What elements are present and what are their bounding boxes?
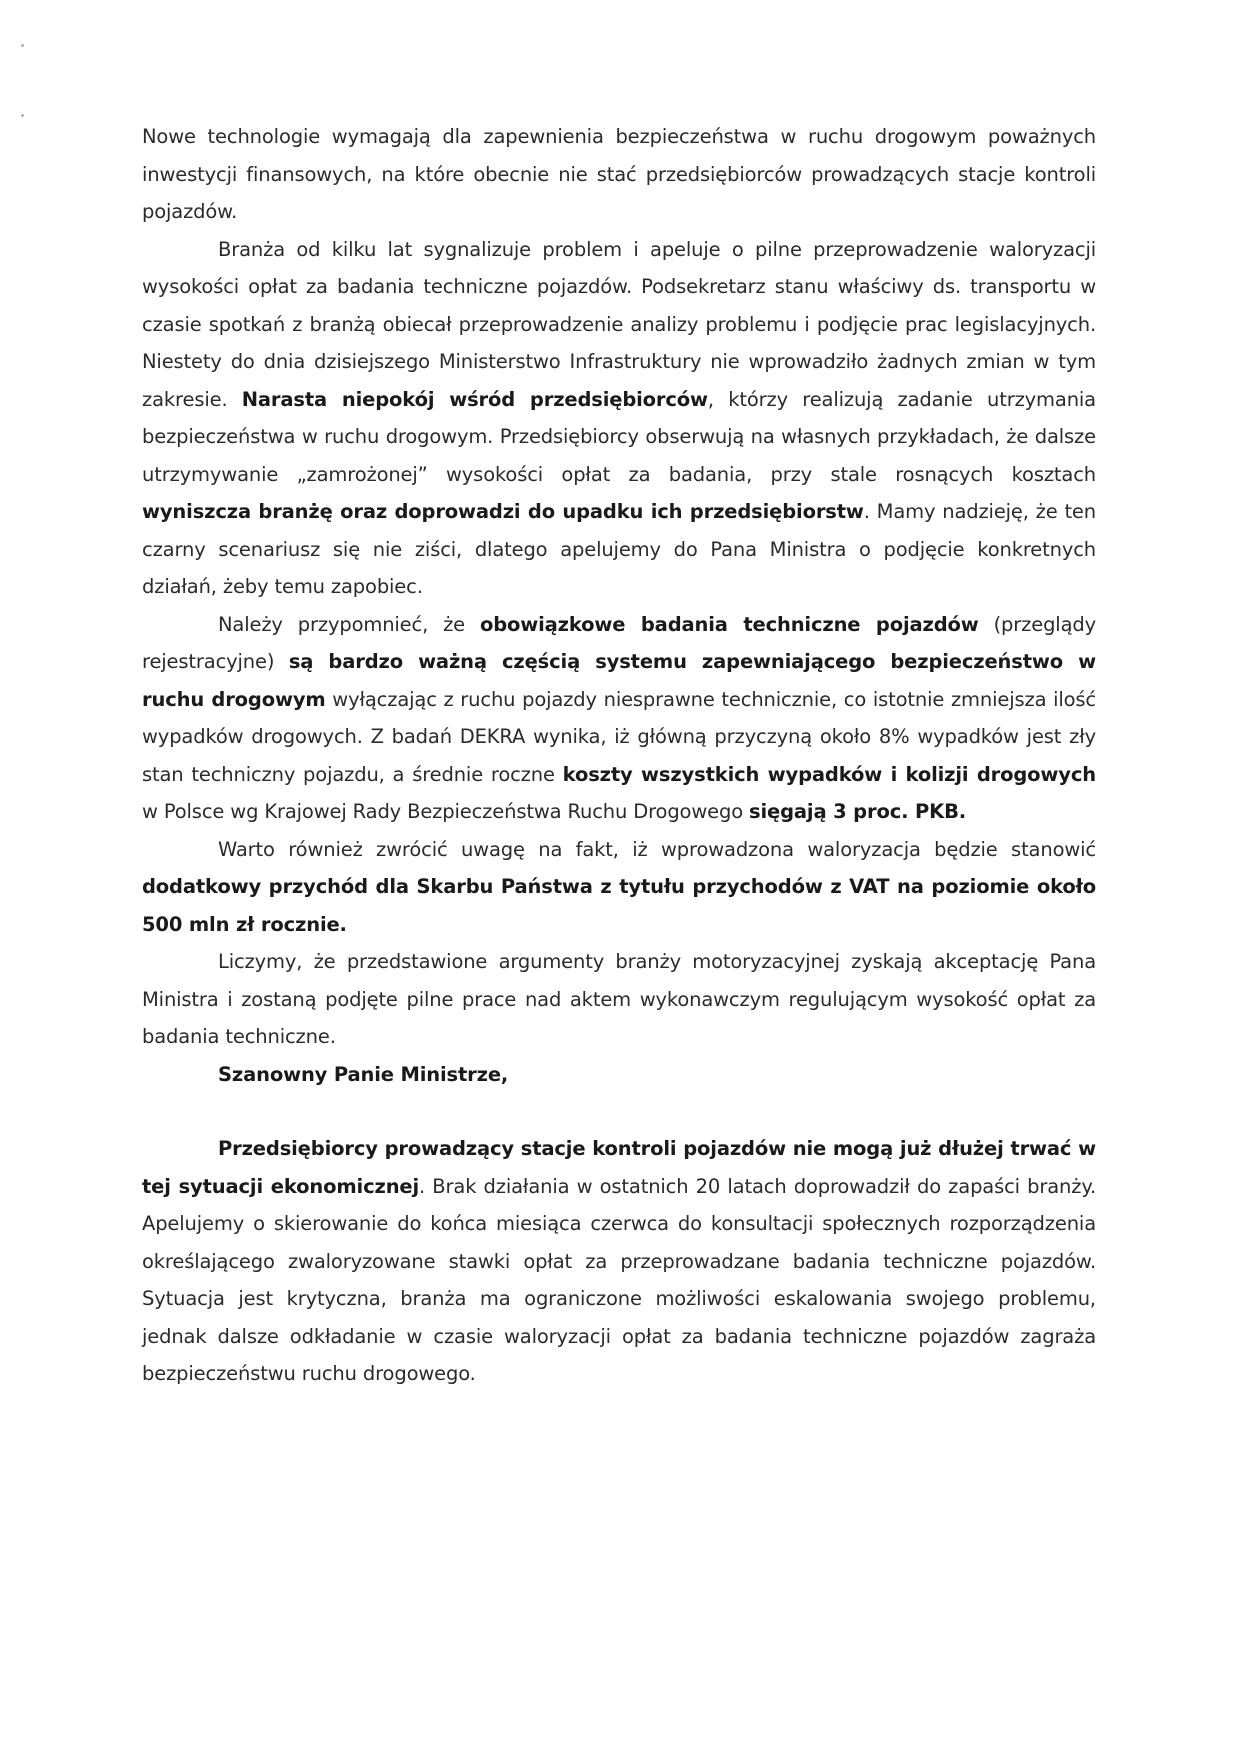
scan-speck: [21, 114, 24, 117]
bold-text-span: sięgają 3 proc. PKB.: [749, 800, 967, 823]
document-body: [142, 118, 1096, 1393]
bold-text-span: wyniszcza branżę oraz doprowadzi do upadku ich przedsiębiorstw: [142, 500, 864, 523]
text-span: . Mamy nadzieję, że ten czarny scenariusz się nie ziści, dlatego apelujemy do Pana Ministra o podjęcie konkretnych działań, żeby temu zapobiec.: [142, 500, 1096, 598]
bold-text-span: obowiązkowe badania techniczne pojazdów: [479, 612, 979, 636]
text-span: , którzy realizują zadanie utrzymania bezpieczeństwa w ruchu drogowym. Przedsiębiorcy obserwują na własnych przykładach, że dalsze utrzymywanie „zamrożonej” wysokości opłat za badania, przy stale rosnących kosztach: [142, 387, 1096, 486]
text-span: w Polsce wg Krajowej Rady Bezpieczeństwa Ruchu Drogowego: [142, 800, 750, 823]
text-span: (przeglądy rejestracyjne): [142, 612, 1096, 673]
bold-text-span: koszty wszystkich wypadków i kolizji drogowych: [562, 762, 1096, 786]
text-span: Liczymy, że przedstawione argumenty branży motoryzacyjnej zyskają akceptację Pana Ministra i zostaną podjęte pilne prace nad aktem wykonawczym regulującym wysokość opłat za badania techniczne.: [142, 950, 1096, 1048]
text-span: Warto również zwrócić uwagę na fakt, iż wprowadzona waloryzacja będzie stanowić: [218, 837, 1096, 861]
paragraph-mandatory-inspections: [142, 606, 1096, 831]
text-span: Nowe technologie wymagają dla zapewnienia bezpieczeństwa w ruchu drogowym poważnych inwestycji finansowych, na które obecnie nie stać przedsiębiorców prowadzących stacje kontroli pojazdów.: [142, 125, 1096, 223]
text-span: wyłączając z ruchu pojazdy niesprawne technicznie, co istotnie zmniejsza ilość wypadków drogowych. Z badań DEKRA wynika, iż główną przyczyną około 8% wypadków jest zły stan techniczny pojazdu, a średnie roczne: [142, 687, 1096, 786]
paragraph-technology-investment: [142, 118, 1096, 231]
paragraph-industry-signals-problem: [142, 231, 1096, 606]
bold-text-span: Narasta niepokój wśród przedsiębiorców: [241, 387, 708, 411]
paragraph-vat-revenue: [142, 831, 1096, 944]
salutation: Szanowny Panie Ministrze,: [218, 1062, 509, 1086]
bold-text-span: Przedsiębiorcy prowadzący stacje kontroli pojazdów nie mogą już dłużej trwać w tej sytuacji ekonomicznej: [142, 1137, 1096, 1198]
text-span: . Brak działania w ostatnich 20 latach doprowadził do zapaści branży. Apelujemy o skierowanie do końca miesiąca czerwca do konsultacji społecznych rozporządzenia określającego zwaloryzowane stawki opłat za przeprowadzane badania techniczne pojazdów. Sytuacja jest krytyczna, branża ma ograniczone możliwości eskalowania swojego problemu, jednak dalsze odkładanie w czasie waloryzacji opłat za badania techniczne pojazdów zagraża bezpieczeństwu ruchu drogowego.: [142, 1174, 1097, 1385]
paragraph-request-acceptance: [142, 943, 1096, 1056]
bold-text-span: są bardzo ważną częścią systemu zapewniającego bezpieczeństwo w ruchu drogowym: [142, 650, 1096, 711]
bold-text-span: dodatkowy przychód dla Skarbu Państwa z tytułu przychodów z VAT na poziomie około 500 mln zł rocznie.: [142, 875, 1096, 936]
paragraph-closing-appeal: [142, 1130, 1096, 1393]
scan-speck: [21, 44, 24, 47]
text-span: Należy przypomnieć, że: [218, 612, 480, 636]
text-span: Branża od kilku lat sygnalizuje problem i apeluje o pilne przeprowadzenie waloryzacji wysokości opłat za badania techniczne pojazdów. Podsekretarz stanu właściwy ds. transportu w czasie spotkań z branżą obiecał przeprowadzenie analizy problemu i podjęcie prac legislacyjnych. Niestety do dnia dzisiejszego Ministerstwo Infrastruktury nie wprowadziło żadnych zmian w tym zakresie.: [142, 237, 1096, 411]
